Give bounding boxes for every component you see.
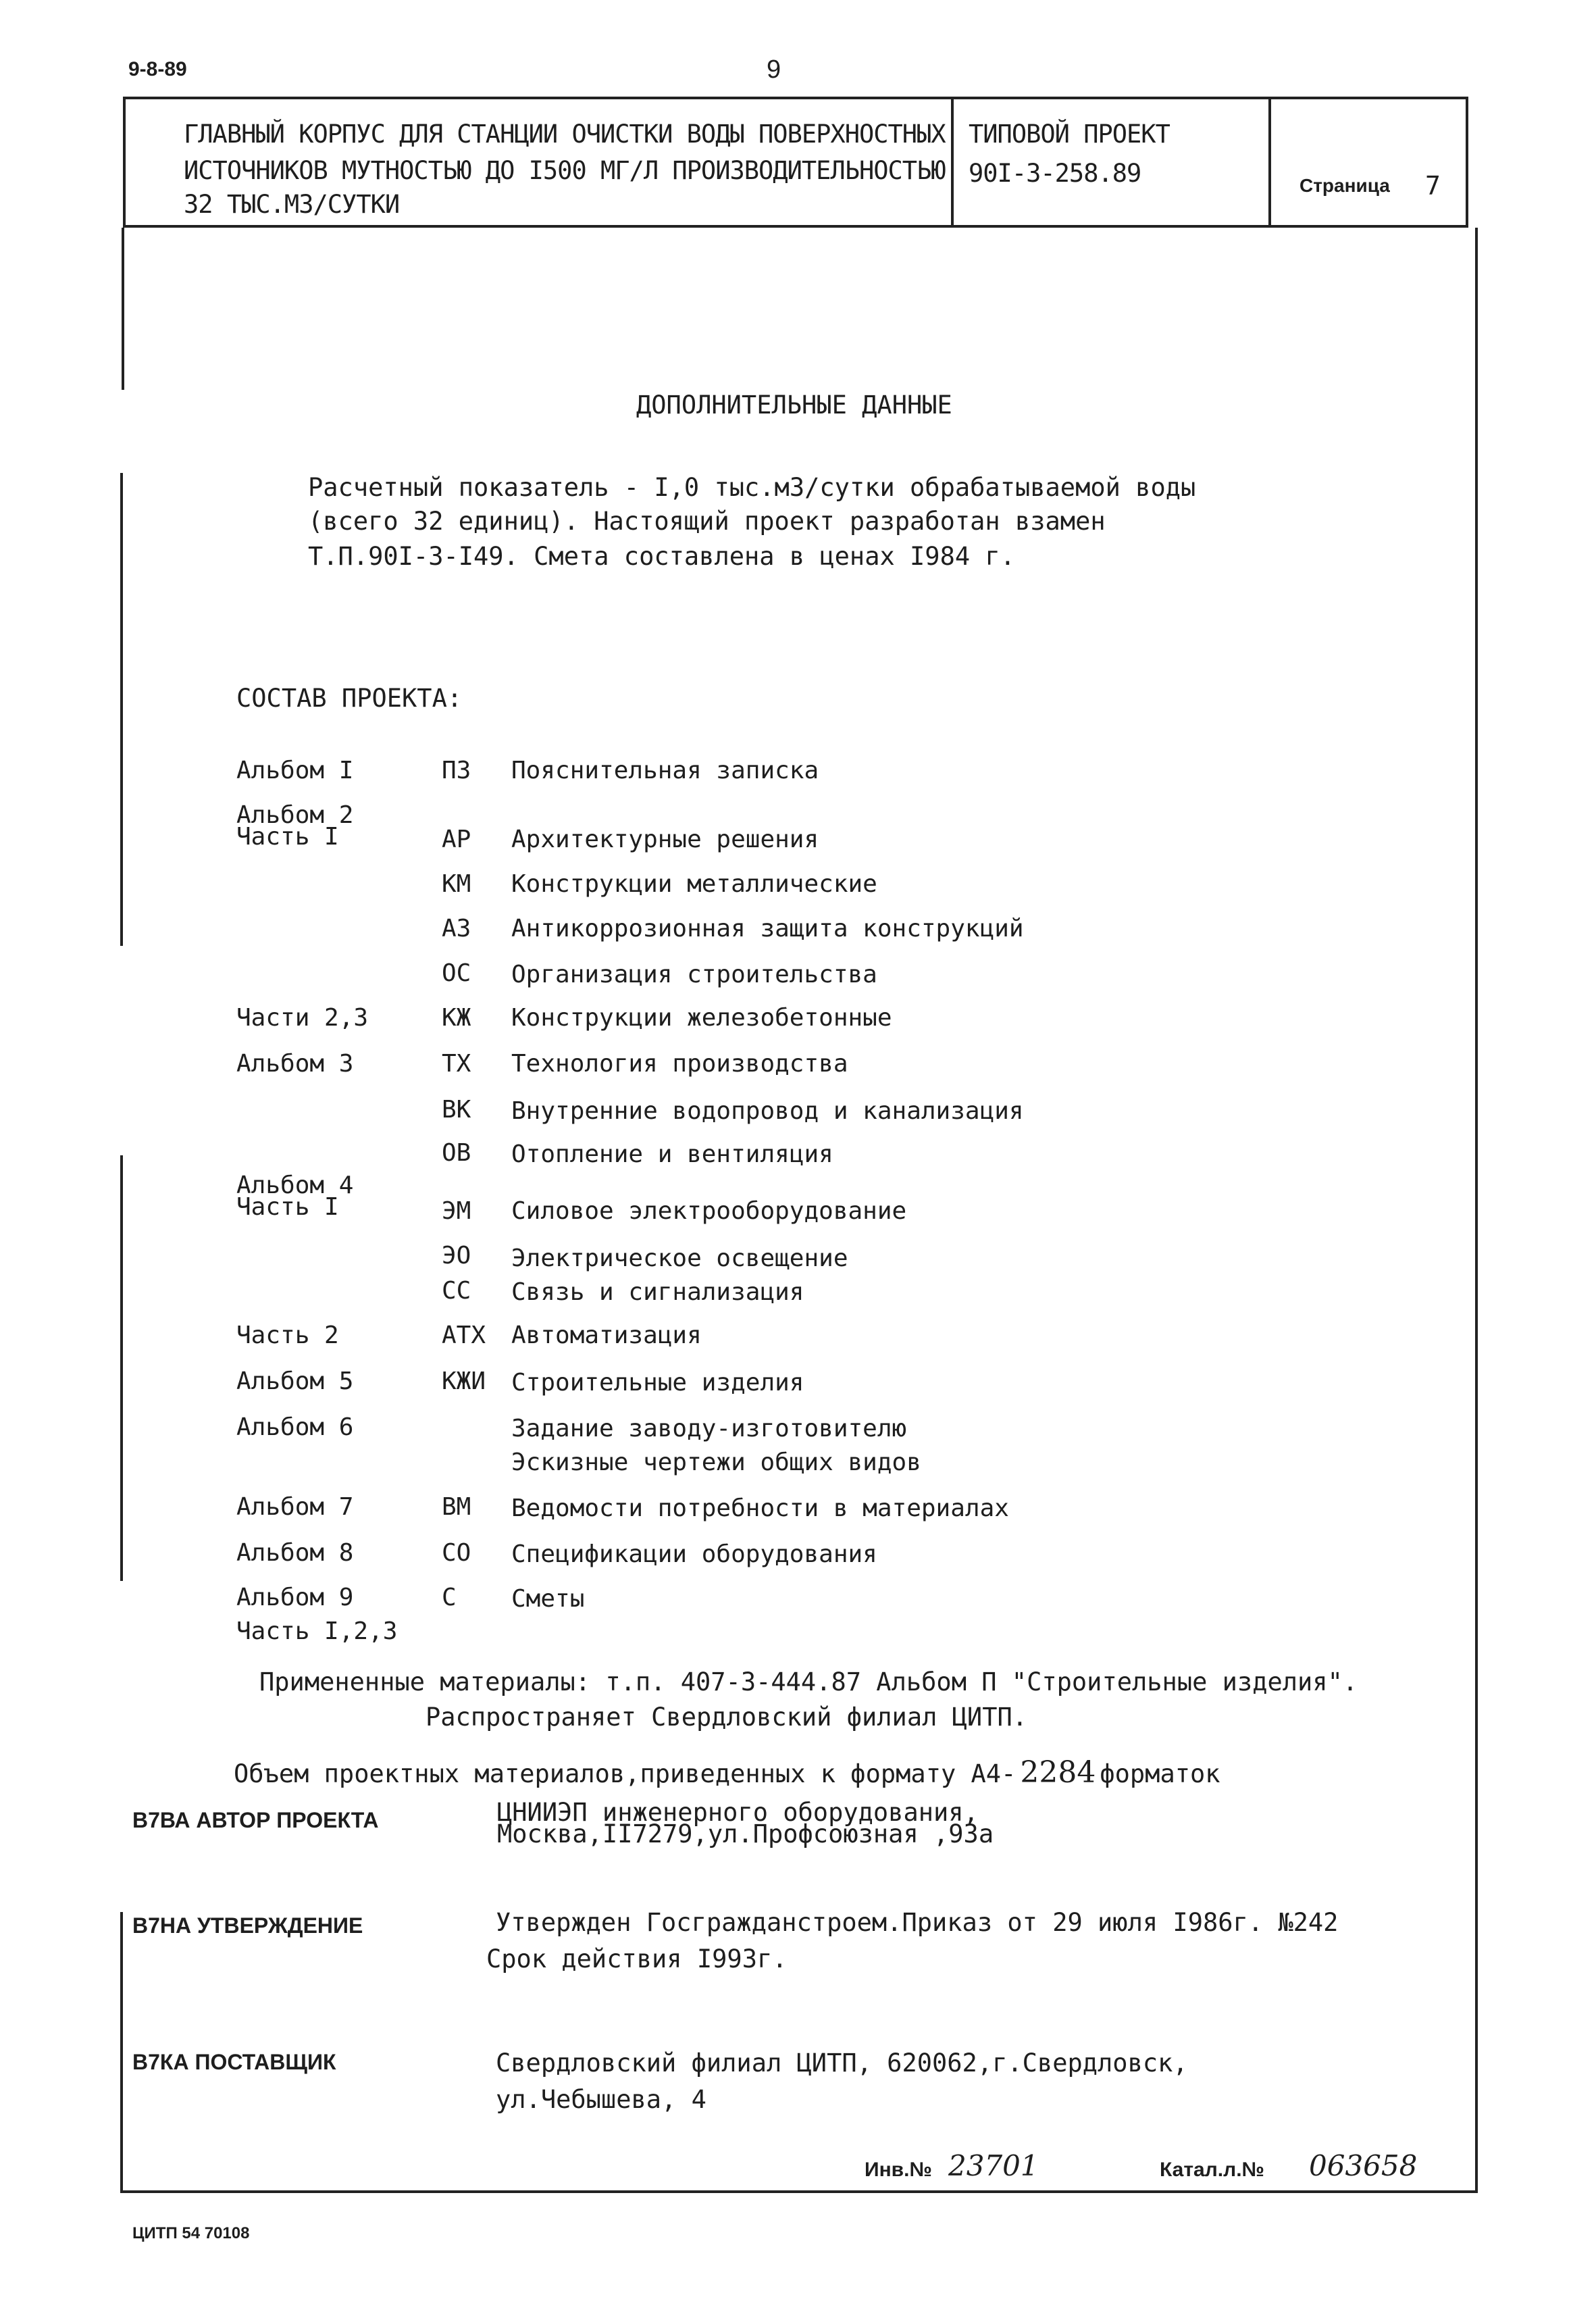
inventory-number: 23701: [948, 2149, 1039, 2182]
volume-count: 2284: [1020, 1755, 1096, 1790]
volume-suffix: форматок: [1100, 1759, 1220, 1788]
project-cell: [954, 99, 1271, 225]
mark-cell: ОС: [442, 959, 471, 987]
mark-cell: ПЗ: [442, 757, 471, 784]
title-line: ИСТОЧНИКОВ МУТНОСТЬЮ ДО I500 МГ/Л ПРОИЗВОДИТЕЛЬНОСТЬЮ: [184, 156, 946, 185]
mark-cell: ТХ: [442, 1050, 471, 1078]
description-cell: Электрическое освещение: [511, 1244, 848, 1272]
album-cell: Альбом 6: [236, 1413, 354, 1441]
title-block: [123, 97, 1468, 228]
description-cell: Пояснительная записка: [511, 757, 819, 784]
supplier-label: В7КА ПОСТАВЩИК: [132, 2050, 336, 2074]
project-label: ТИПОВОЙ ПРОЕКТ: [969, 120, 1170, 149]
description-cell: Организация строительства: [511, 961, 877, 988]
document-code: 9-8-89: [128, 58, 187, 80]
catalog-label: Катал.л.№: [1160, 2159, 1264, 2181]
composition-title: СОСТАВ ПРОЕКТА:: [236, 684, 463, 713]
title-line: 32 ТЫС.М3/СУТКИ: [184, 190, 400, 219]
album-cell: Альбом 7: [236, 1493, 354, 1521]
album-cell: Альбом 8: [236, 1539, 354, 1567]
description-cell: Строительные изделия: [511, 1369, 804, 1397]
album-cell: Альбом 2: [236, 801, 354, 829]
mark-cell: ЭМ: [442, 1197, 471, 1225]
frame-right-border: [1475, 228, 1478, 2190]
description-cell: Внутренние водопровод и канализация: [511, 1097, 1024, 1125]
intro-line: (всего 32 единиц). Настоящий проект разработан взамен: [308, 507, 1106, 536]
volume-line: [234, 1755, 1220, 1790]
footer-code: ЦИТП 54 70108: [132, 2224, 250, 2242]
album-cell: Часть I,2,3: [236, 1617, 398, 1645]
mark-cell: С: [442, 1584, 457, 1611]
album-cell: Часть I: [236, 1193, 339, 1221]
description-cell: Силовое электрооборудование: [511, 1197, 907, 1225]
mark-cell: КЖИ: [442, 1367, 486, 1395]
description-cell: Сметы: [511, 1585, 585, 1613]
album-cell: Альбом 4: [236, 1172, 354, 1199]
approval-line: Срок действия I993г.: [486, 1944, 788, 1973]
title-cell: [126, 99, 954, 225]
section-title: ДОПОЛНИТЕЛЬНЫЕ ДАННЫЕ: [636, 391, 952, 420]
album-cell: Части 2,3: [236, 1004, 369, 1032]
description-cell: Автоматизация: [511, 1322, 702, 1349]
frame-left-border: [120, 1912, 123, 2192]
inventory-label: Инв.№: [865, 2159, 932, 2181]
mark-cell: СО: [442, 1539, 471, 1567]
mark-cell: СС: [442, 1277, 471, 1305]
supplier-line: Свердловский филиал ЦИТП, 620062,г.Свердловск,: [496, 2048, 1188, 2078]
mark-cell: КМ: [442, 870, 471, 898]
mark-cell: АР: [442, 826, 471, 853]
author-label: В7ВА АВТОР ПРОЕКТА: [132, 1808, 379, 1832]
mark-cell: ВМ: [442, 1493, 471, 1521]
mark-cell: ВК: [442, 1096, 471, 1124]
album-cell: Альбом 3: [236, 1050, 354, 1078]
frame-left-border: [122, 228, 124, 390]
mark-cell: ЭО: [442, 1242, 471, 1269]
catalog-number: 063658: [1309, 2149, 1418, 2182]
author-line: ЦНИИЭП инженерного оборудования,: [497, 1798, 979, 1827]
approval-label: В7НА УТВЕРЖДЕНИЕ: [132, 1913, 363, 1938]
description-cell: Отопление и вентиляция: [511, 1140, 833, 1168]
description-cell: Спецификации оборудования: [511, 1540, 877, 1568]
supplier-line: ул.Чебышева, 4: [496, 2085, 706, 2114]
description-cell: Антикоррозионная защита конструкций: [511, 915, 1024, 942]
mark-cell: АЗ: [442, 915, 471, 942]
album-cell: Альбом 5: [236, 1367, 354, 1395]
frame-left-border: [120, 1155, 123, 1581]
album-cell: Альбом 9: [236, 1584, 354, 1611]
page-value: 7: [1425, 171, 1441, 201]
volume-text: Объем проектных материалов,приведенных к формату А4-: [234, 1759, 1016, 1788]
intro-line: Т.П.90I-3-I49. Смета составлена в ценах I984 г.: [308, 542, 1015, 571]
page-number: 9: [767, 55, 781, 84]
description-cell: Эскизные чертежи общих видов: [511, 1449, 921, 1476]
album-cell: Часть I: [236, 823, 339, 851]
description-cell: Конструкции металлические: [511, 870, 877, 898]
description-cell: Связь и сигнализация: [511, 1278, 804, 1306]
title-line: ГЛАВНЫЙ КОРПУС ДЛЯ СТАНЦИИ ОЧИСТКИ ВОДЫ ПОВЕРХНОСТНЫХ: [184, 120, 946, 149]
page-label: Страница: [1299, 175, 1390, 196]
mark-cell: КЖ: [442, 1004, 471, 1032]
mark-cell: ОВ: [442, 1139, 471, 1167]
author-line: Москва,II7279,ул.Профсоюзная ,93а: [497, 1819, 994, 1848]
description-cell: Задание заводу-изготовителю: [511, 1415, 907, 1442]
applied-materials-line: Примененные материалы: т.п. 407-3-444.87 Альбом П "Строительные изделия".: [259, 1667, 1358, 1696]
album-cell: Часть 2: [236, 1322, 339, 1349]
frame-left-border: [120, 473, 123, 946]
approval-line: Утвержден Госгражданстроем.Приказ от 29 июля I986г. №242: [496, 1908, 1339, 1937]
description-cell: Технология производства: [511, 1050, 848, 1078]
page-cell: [1271, 99, 1466, 225]
description-cell: Ведомости потребности в материалах: [511, 1494, 1009, 1522]
distribution-line: Распространяет Свердловский филиал ЦИТП.: [426, 1703, 1028, 1732]
mark-cell: АТХ: [442, 1322, 486, 1349]
description-cell: Конструкции железобетонные: [511, 1004, 892, 1032]
frame-bottom-border: [120, 2190, 1478, 2193]
description-cell: Архитектурные решения: [511, 826, 819, 853]
project-number: 90I-3-258.89: [969, 159, 1141, 188]
album-cell: Альбом I: [236, 757, 354, 784]
intro-line: Расчетный показатель - I,0 тыс.м3/сутки обрабатываемой воды: [308, 473, 1196, 502]
